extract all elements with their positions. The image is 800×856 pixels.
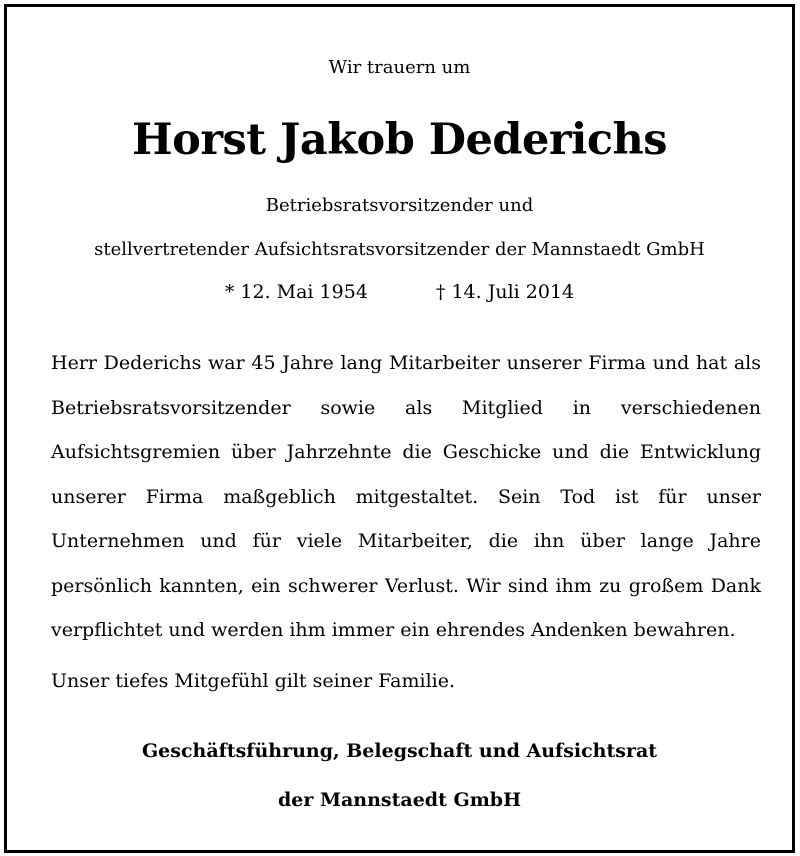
death-date: † 14. Juli 2014 — [435, 281, 575, 303]
signature-line-2: der Mannstaedt GmbH — [277, 789, 522, 811]
role-line-1: Betriebsratsvorsitzender und — [265, 195, 534, 216]
role-line-2: stellvertretender Aufsichtsratsvorsitzender der Mannstaedt GmbH — [94, 239, 705, 260]
notice-border — [4, 4, 795, 853]
intro-text: Wir trauern um — [328, 57, 471, 78]
birth-date: * 12. Mai 1954 — [224, 281, 368, 303]
life-dates — [7, 281, 792, 303]
tribute-paragraph: Herr Dederichs war 45 Jahre lang Mitarbeiter unserer Firma und hat als Betriebsratsvorsitzender sowie als Mitglied in verschiedenen Aufsichtsgremien über Jahrzehnte die Geschicke und die Entwicklung unserer Firma maßgeblich mitgestaltet. Sein Tod ist für unser Unternehmen und für viele Mitarbeiter, die ihn über lange Jahre persönlich kannten, ein schwerer Verlust. Wir sind ihm zu großem Dank verpflichtet und werden ihm immer ein ehrendes Andenken bewahren. — [51, 352, 761, 641]
signature-line-1: Geschäftsführung, Belegschaft und Aufsichtsrat — [141, 740, 658, 762]
deceased-name: Horst Jakob Dederichs — [132, 115, 667, 165]
condolence-line: Unser tiefes Mitgefühl gilt seiner Familie. — [51, 670, 456, 692]
